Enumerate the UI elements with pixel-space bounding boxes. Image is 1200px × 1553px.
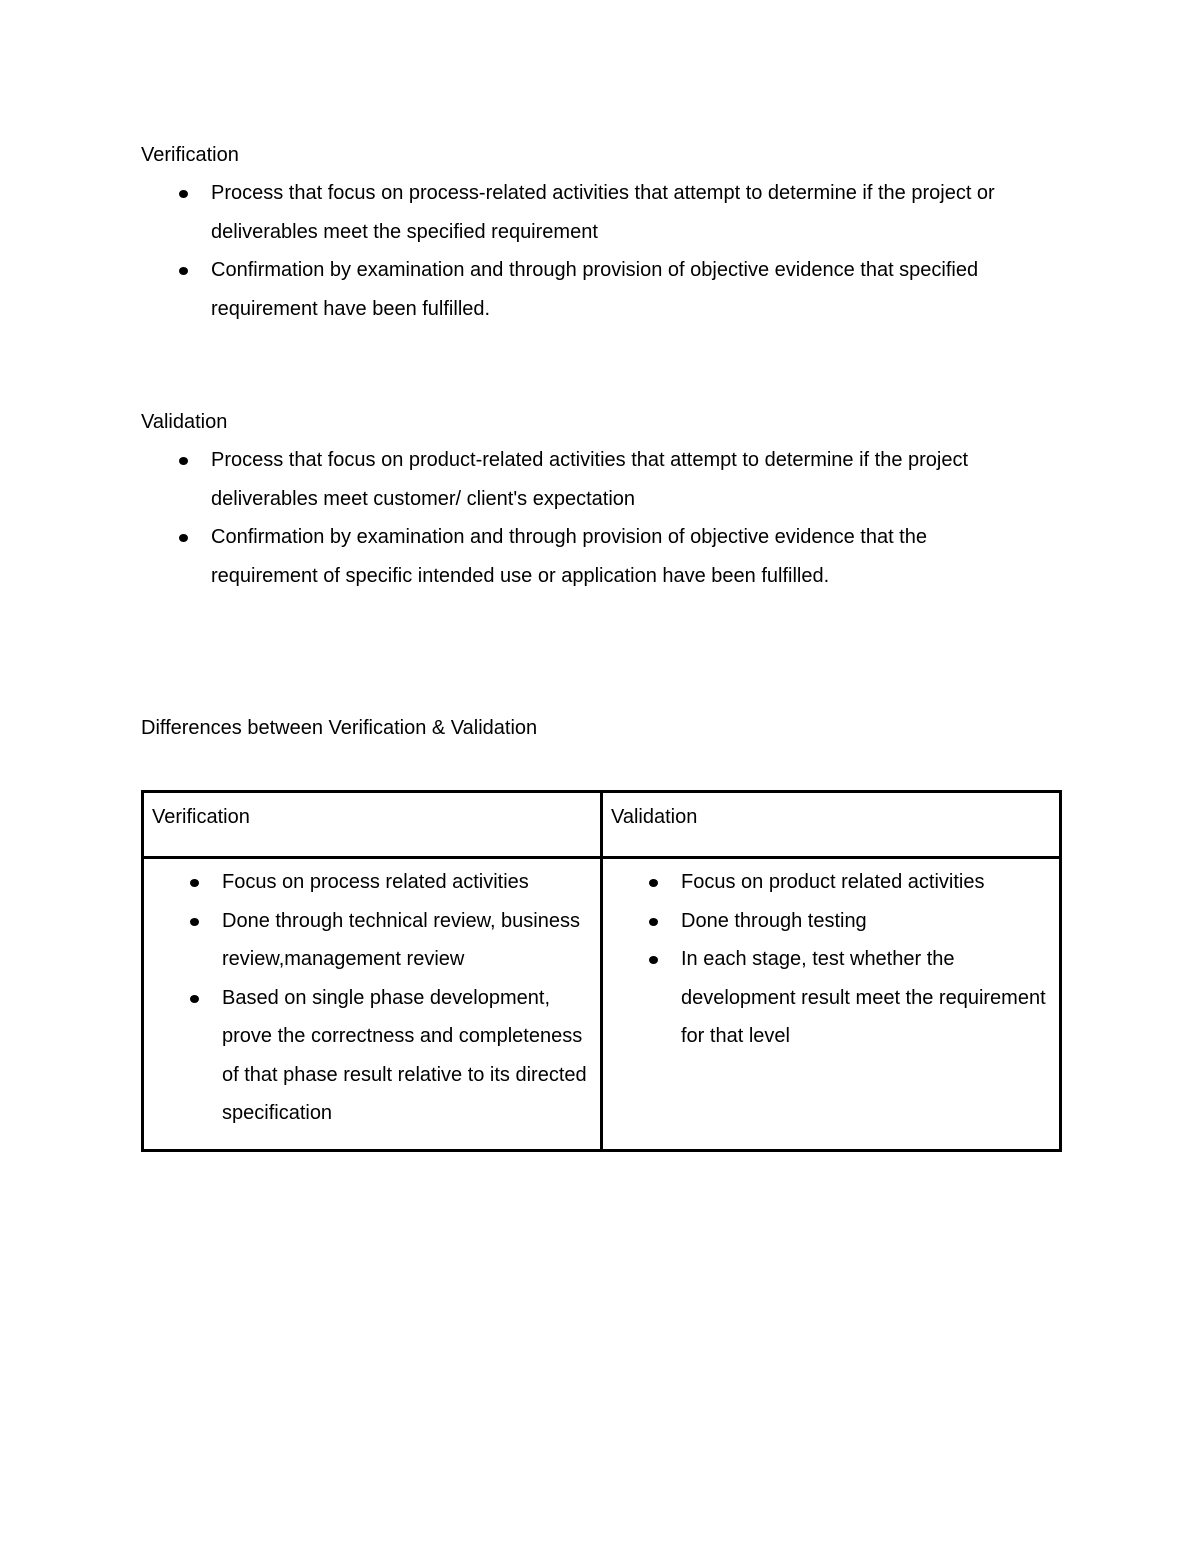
comparison-table [141,790,1062,1152]
bullet-icon [649,956,658,964]
bullet-icon [179,267,188,275]
list-item [152,902,592,979]
validation-bullet-list [141,441,1021,595]
list-item-text: Done through testing [681,909,867,932]
list-item [141,441,1021,518]
bullet-icon [190,995,199,1003]
list-item-text: Focus on product related activities [681,871,985,893]
list-item [152,863,592,902]
validation-heading: Validation [141,411,228,433]
bullet-icon [190,918,199,926]
list-item-text: Focus on process related activities [222,871,529,893]
table-cell-verification [143,858,602,1151]
list-item-text: Done through technical review, business review,management review [222,909,580,970]
list-item [611,940,1051,1056]
bullet-icon [179,534,188,542]
bullet-icon [649,879,658,887]
list-item-text: Confirmation by examination and through provision of objective evidence that the requirement of specific intended use or application have been fulfilled. [211,526,927,587]
bullet-icon [190,879,199,887]
validation-section [141,403,1071,595]
table-header-row [143,792,1061,858]
list-item [152,979,592,1133]
table-header-verification: Verification [143,792,602,858]
list-item-text: Based on single phase development, prove the correctness and completeness of that phase result relative to its directed specification [222,986,587,1124]
verification-heading: Verification [141,144,239,166]
differences-heading: Differences between Verification & Validation [141,717,538,739]
list-item [141,174,1041,251]
list-item-text: Process that focus on process-related activities that attempt to determine if the project or deliverables meet the specified requirement [211,182,995,243]
differences-section [141,709,1071,747]
bullet-icon [179,457,188,465]
validation-differences-list [611,863,1051,1056]
verification-section [141,136,1071,328]
table-row [143,858,1061,1151]
verification-bullet-list [141,174,1041,328]
list-item-text: Confirmation by examination and through provision of objective evidence that specified requirement have been fulfilled. [211,259,979,320]
bullet-icon [179,190,188,198]
list-item-text: Process that focus on product-related activities that attempt to determine if the project deliverables meet customer/ client's expectation [211,449,969,510]
list-item-text: In each stage, test whether the development result meet the requirement for that level [681,948,1046,1047]
list-item [611,902,1051,941]
table-cell-validation [602,858,1061,1151]
list-item [141,518,1021,595]
list-item [611,863,1051,902]
list-item [141,251,1041,328]
bullet-icon [649,918,658,926]
verification-differences-list [152,863,592,1133]
table-header-validation: Validation [602,792,1061,858]
